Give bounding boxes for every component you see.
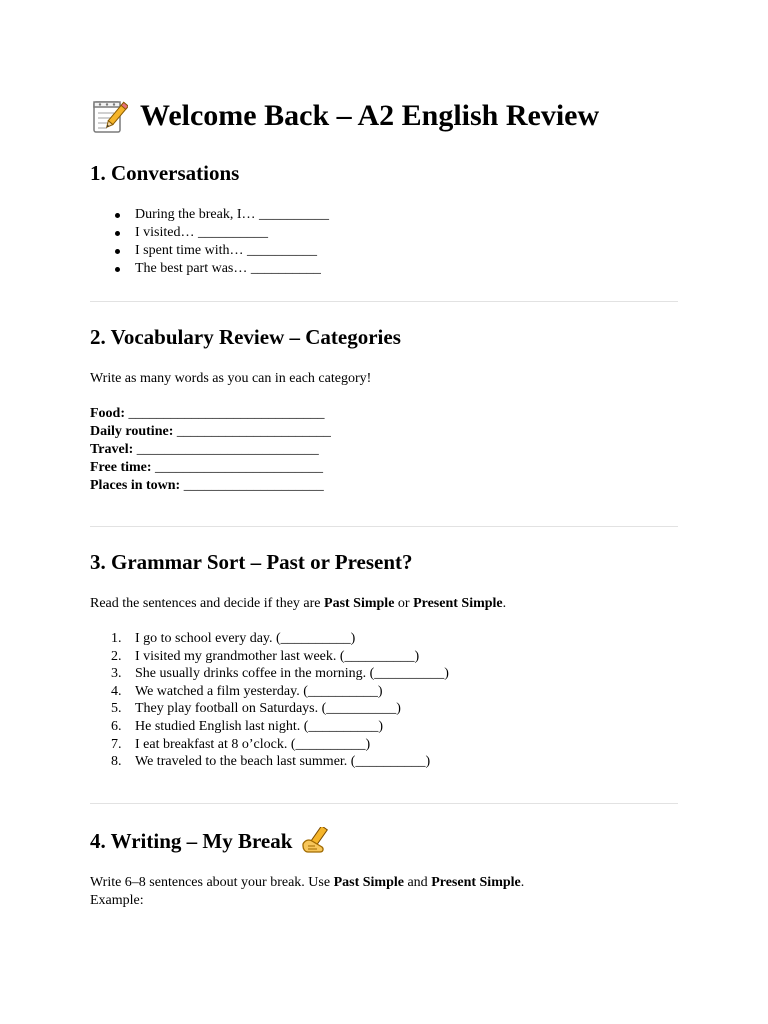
item-number: 4.	[111, 683, 122, 699]
item-number: 1.	[111, 631, 122, 646]
writing-example-label: Example:	[90, 892, 144, 908]
section-2-heading: 2. Vocabulary Review – Categories	[90, 325, 401, 349]
item-number: 3.	[111, 666, 122, 682]
list-item	[111, 665, 678, 683]
intro-text: .	[502, 596, 507, 611]
list-item	[111, 718, 678, 736]
intro-text: or	[394, 596, 414, 611]
vocab-label: Places in town:	[90, 478, 181, 493]
sentence-text: We watched a film yesterday. (__________)	[135, 683, 383, 699]
document-body	[90, 95, 678, 910]
page-title	[90, 95, 678, 137]
grammar-sentence-list	[90, 630, 678, 771]
sentence-text: We traveled to the beach last summer. (__________)	[135, 754, 431, 770]
grammar-intro	[90, 595, 678, 613]
vocab-blank: __________________________	[136, 442, 319, 457]
section-divider	[90, 526, 678, 527]
list-item	[111, 630, 678, 648]
list-item: I visited… __________	[135, 224, 678, 242]
section-4-heading	[90, 827, 678, 855]
item-number: 2.	[111, 648, 122, 664]
section-divider	[90, 301, 678, 302]
intro-text: and	[403, 874, 432, 890]
vocab-label: Travel:	[90, 442, 134, 457]
list-item: I spent time with… __________	[135, 242, 678, 260]
page-title-text: Welcome Back – A2 English Review	[140, 99, 600, 132]
conversation-list	[90, 206, 678, 278]
vocab-label: Daily routine:	[90, 424, 174, 439]
list-item	[111, 648, 678, 666]
writing-intro	[90, 874, 678, 892]
list-item: During the break, I… __________	[135, 206, 678, 224]
sentence-text: I visited my grandmother last week. (__________)	[135, 648, 420, 664]
vocab-category-food	[90, 405, 678, 423]
intro-text: Write 6–8 sentences about your break. Use	[90, 874, 334, 890]
sentence-text: I eat breakfast at 8 o’clock. (__________)	[135, 736, 371, 752]
vocab-label: Food:	[90, 406, 125, 421]
sentence-text: They play football on Saturdays. (__________)	[135, 701, 401, 717]
section-1-heading: 1. Conversations	[90, 161, 240, 185]
vocab-blank: ____________________	[183, 478, 324, 493]
sentence-text: I go to school every day. (__________)	[135, 631, 356, 646]
list-item	[111, 753, 678, 771]
list-item	[111, 683, 678, 701]
intro-bold-present: Present Simple	[431, 874, 521, 890]
vocab-blank: ____________________________	[128, 406, 325, 421]
vocab-category-free-time	[90, 459, 678, 477]
sentence-text: She usually drinks coffee in the morning. (__________)	[135, 666, 449, 682]
item-number: 7.	[111, 736, 122, 752]
vocabulary-intro: Write as many words as you can in each category!	[90, 371, 372, 386]
list-item	[111, 736, 678, 754]
section-divider	[90, 803, 678, 804]
vocab-category-daily-routine	[90, 423, 678, 441]
vocab-label: Free time:	[90, 460, 152, 475]
intro-text: .	[520, 874, 525, 890]
item-number: 6.	[111, 718, 122, 734]
intro-bold-past: Past Simple	[333, 874, 404, 890]
item-number: 8.	[111, 754, 122, 770]
vocab-category-places-in-town	[90, 477, 678, 495]
vocabulary-categories	[90, 405, 678, 495]
intro-text: Read the sentences and decide if they are	[90, 596, 325, 611]
list-item	[111, 700, 678, 718]
item-number: 5.	[111, 701, 122, 717]
writing-hand-icon	[300, 827, 330, 855]
sentence-text: He studied English last night. (__________)	[135, 718, 384, 734]
section-3-heading: 3. Grammar Sort – Past or Present?	[90, 550, 413, 574]
vocab-blank: ________________________	[155, 460, 324, 475]
intro-bold-present: Present Simple	[413, 596, 503, 611]
vocab-blank: ______________________	[176, 424, 331, 439]
list-item: The best part was… __________	[135, 260, 678, 278]
section-4-heading-text: 4. Writing – My Break	[90, 828, 293, 853]
memo-icon	[90, 97, 128, 135]
vocab-category-travel	[90, 441, 678, 459]
intro-bold-past: Past Simple	[324, 596, 395, 611]
